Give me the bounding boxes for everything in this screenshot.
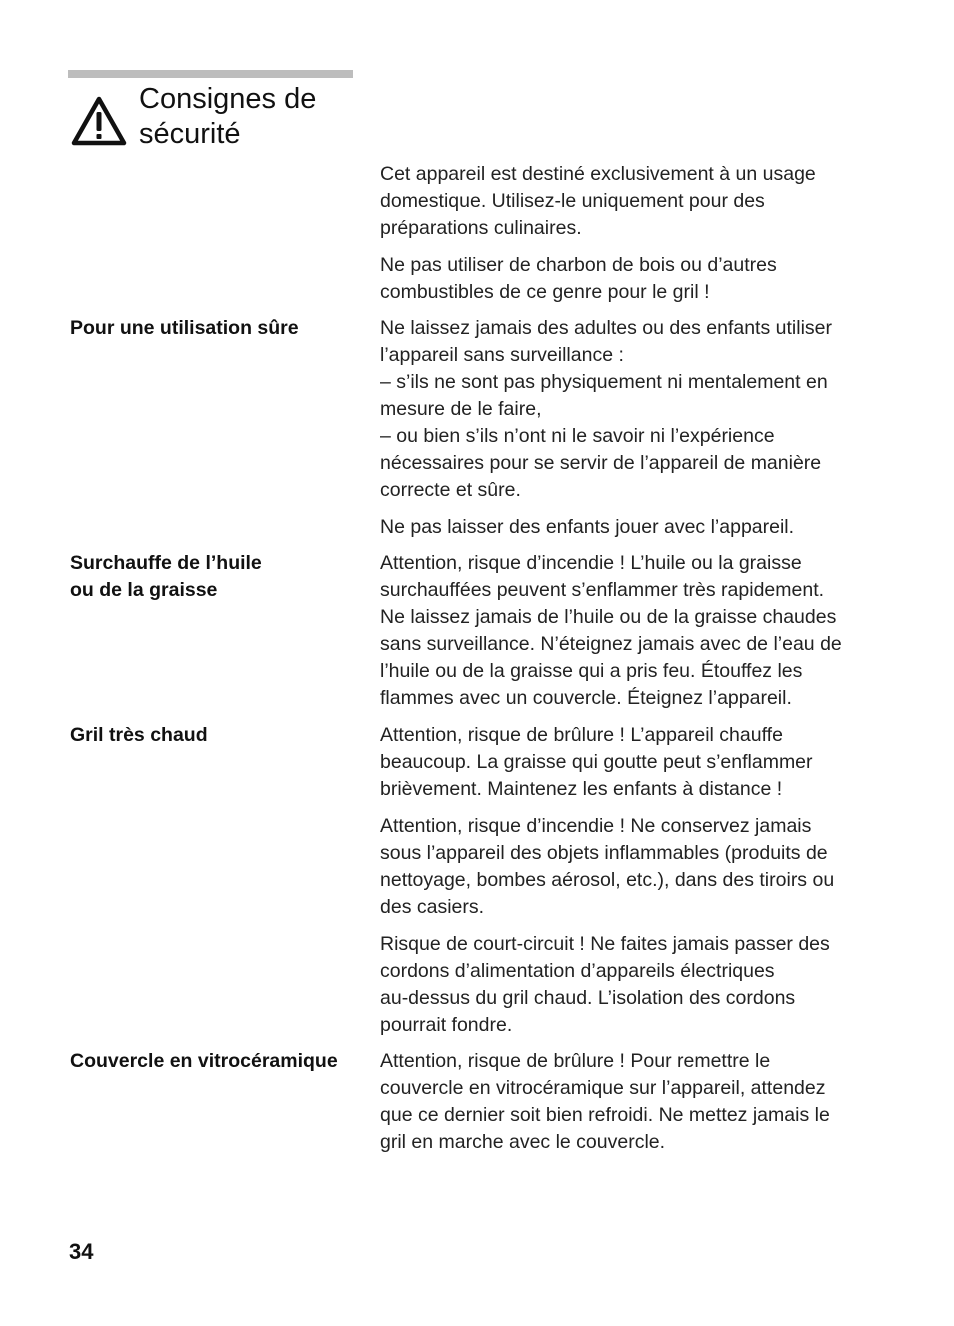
lid-paragraph-1: Attention, risque de brûlure ! Pour remettre le couvercle en vitrocéramique sur l’appareil, attendez que ce dernier soit bien refroidi. Ne mettez jamais le gril en marche avec le couvercle.	[380, 1050, 830, 1153]
page-number: 34	[69, 1239, 94, 1264]
intro-paragraph-1: Cet appareil est destiné exclusivement à un usage domestique. Utilisez-le uniquement pour des préparations culinaires.	[380, 163, 816, 239]
safe-use-paragraph-1: Ne laissez jamais des adultes ou des enfants utiliser l’appareil sans surveillance : – s’ils ne sont pas physiquement ni mentalement en mesure de le faire, – ou bien s’ils n’ont ni le savoir ni l’expérience nécessaires pour se servir de l’appareil de manière correcte et sûre.	[380, 317, 832, 501]
section-label-lid: Couvercle en vitrocéramique	[70, 1050, 338, 1072]
section-label-safe-use: Pour une utilisation sûre	[70, 317, 299, 339]
hot-grill-paragraph-1: Attention, risque de brûlure ! L’appareil chauffe beaucoup. La graisse qui goutte peut s’enflammer brièvement. Maintenez les enfants à distance !	[380, 724, 813, 800]
page-title	[139, 82, 316, 152]
page-title-line2: sécurité	[139, 118, 241, 150]
hot-grill-paragraph-2: Attention, risque d’incendie ! Ne conservez jamais sous l’appareil des objets inflammables (produits de nettoyage, bombes aérosol, etc.), dans des tiroirs ou des casiers.	[380, 815, 835, 918]
hot-grill-paragraph-3: Risque de court-circuit ! Ne faites jamais passer des cordons d’alimentation d’appareils électriques au-dessus du gril chaud. L’isolation des cordons pourrait fondre.	[380, 933, 830, 1036]
section-label-hot-grill: Gril très chaud	[70, 724, 208, 746]
section-label-overheat: Surchauffe de l’huile ou de la graisse	[70, 552, 262, 601]
warning-icon	[70, 95, 128, 147]
intro-paragraph-2: Ne pas utiliser de charbon de bois ou d’autres combustibles de ce genre pour le gril !	[380, 254, 777, 303]
safe-use-paragraph-2: Ne pas laisser des enfants jouer avec l’appareil.	[380, 516, 795, 538]
header-rule	[68, 70, 353, 78]
page-title-line1: Consignes de	[139, 83, 317, 115]
overheat-paragraph-1: Attention, risque d’incendie ! L’huile ou la graisse surchauffées peuvent s’enflammer très rapidement. Ne laissez jamais de l’huile ou de la graisse chaudes sans surveillance. N’éteignez jamais avec de l’eau de l’huile ou de la graisse qui a pris feu. Étouffez les flammes avec un couvercle. Éteignez l’appareil.	[380, 552, 842, 709]
